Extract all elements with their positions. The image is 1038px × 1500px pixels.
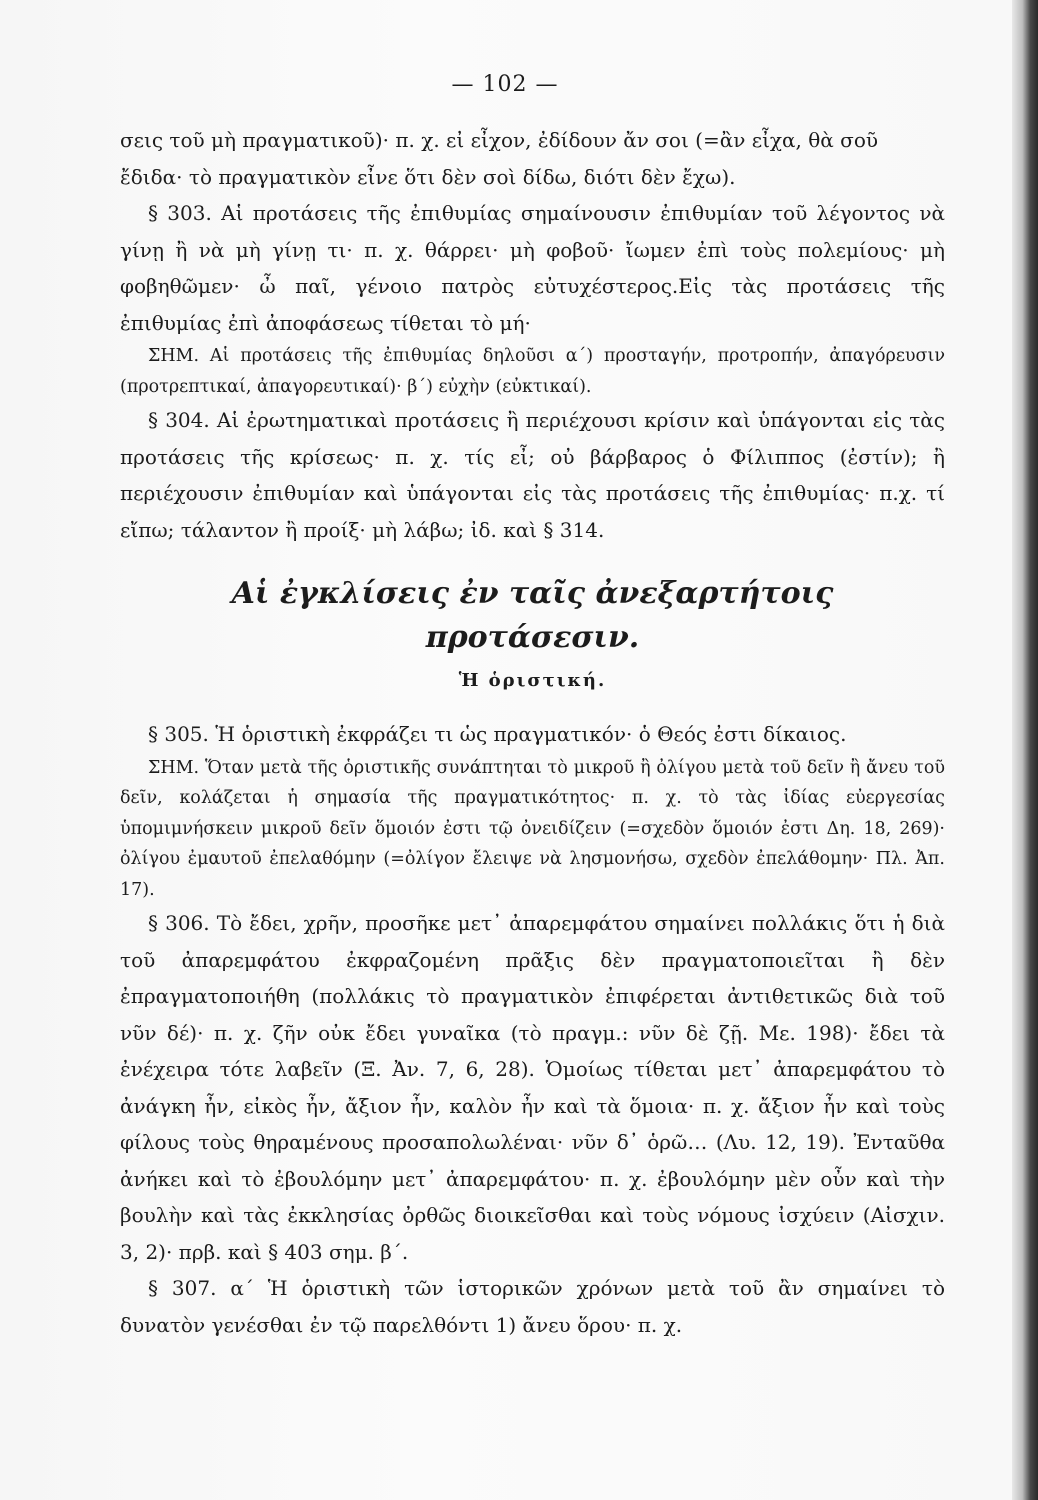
- paragraph-304: § 304. Αἱ ἐρωτηματικαὶ προτάσεις ἢ περιέχουσι κρίσιν καὶ ὑπάγονται εἰς τὰς προτάσεις τῆς κρίσεως· π. χ. τίς εἶ; οὐ βάρβαρος ὁ Φίλιππος (ἐστίν); ἢ περιέχουσιν ἐπιθυμίαν καὶ ὑπάγονται εἰς τὰς προτάσεις τῆς ἐπιθυμίας· π.χ. τί εἴπω; τάλαντον ἢ προίξ· μὴ λάβω; ἰδ. καὶ § 314.: [120, 408, 945, 542]
- section-heading: Αἱ ἐγκλίσεις ἐν ταῖς ἀνεξαρτήτοις προτάσεσιν.: [231, 576, 834, 655]
- note-303: ΣΗΜ. Αἱ προτάσεις τῆς ἐπιθυμίας δηλοῦσι α΄) προσταγήν, προτροπήν, ἀπαγόρευσιν (προτρεπτικαί, ἀπαγορευτικαί)· β΄) εὐχὴν (εὐκτικαί).: [120, 346, 945, 397]
- book-spine: [1012, 0, 1038, 1500]
- paragraph-305: § 305. Ἡ ὁριστικὴ ἐκφράζει τι ὡς πραγματικόν· ὁ Θεός ἐστι δίκαιος.: [148, 722, 847, 746]
- page-number: — 102 —: [451, 72, 559, 97]
- note-305: ΣΗΜ. Ὅταν μετὰ τῆς ὁριστικῆς συνάπτηται τὸ μικροῦ ἢ ὀλίγου μετὰ τοῦ δεῖν ἢ ἄνευ τοῦ δεῖν, κολάζεται ἡ σημασία τῆς πραγματικότητος· π. χ. τὸ τὰς ἰδίας εὐεργεσίας ὑπομιμνήσκειν μικροῦ δεῖν ὅμοιόν ἐστι τῷ ὀνειδίζειν (=σχεδὸν ὅμοιόν ἐστι Δη. 18, 269)· ὀλίγου ἐμαυτοῦ ἐπελαθόμην (=ὀλίγον ἔλειψε νὰ λησμονήσω, σχεδὸν ἐπελάθομην· Πλ. Ἀπ. 17).: [120, 757, 945, 900]
- paragraph-306: § 306. Τὸ ἔδει, χρῆν, προσῆκε μετ᾽ ἀπαρεμφάτου σημαίνει πολλάκις ὅτι ἡ διὰ τοῦ ἀπαρεμφάτου ἐκφραζομένη πρᾶξις δὲν πραγματοποιεῖται ἢ δὲν ἐπραγματοποιήθη (πολλάκις τὸ πραγματικὸν ἐπιφέρεται ἀντιθετικῶς διὰ τοῦ νῦν δέ)· π. χ. ζῆν οὐκ ἔδει γυναῖκα (τὸ πραγμ.: νῦν δὲ ζῇ. Με. 198)· ἔδει τὰ ἐνέχειρα τότε λαβεῖν (Ξ. Ἀν. 7, 6, 28). Ὁμοίως τίθεται μετ᾽ ἀπαρεμφάτου τὸ ἀνάγκη ἦν, εἰκὸς ἦν, ἄξιον ἦν, καλὸν ἦν καὶ τὰ ὅμοια· π. χ. ἄξιον ἦν καὶ τοὺς φίλους τοὺς θηραμένους προσαπολωλέναι· νῦν δ᾽ ὁρῶ… (Λυ. 12, 19). Ἐνταῦθα ἀνήκει καὶ τὸ ἐβουλόμην μετ᾽ ἀπαρεμφάτου· π. χ. ἐβουλόμην μὲν οὖν καὶ τὴν βουλὴν καὶ τὰς ἐκκλησίας ὀρθῶς διοικεῖσθαι καὶ τοὺς νόμους ἰσχύειν (Αἰσχιν. 3, 2)· πρβ. καὶ § 403 σημ. β΄.: [120, 911, 945, 1264]
- line-continuation-2: ἔδιδα· τὸ πραγματικὸν εἶνε ὅτι δὲν σοὶ δίδω, διότι δὲν ἔχω).: [120, 164, 736, 189]
- line-continuation-1: σεις τοῦ μὴ πραγματικοῦ)· π. χ. εἰ εἶχον, ἐδίδουν ἄν σοι (=ἂν εἶχα, θὰ σοῦ: [120, 128, 879, 152]
- page-body: [120, 122, 945, 1343]
- paragraph-303: § 303. Αἱ προτάσεις τῆς ἐπιθυμίας σημαίνουσιν ἐπιθυμίαν τοῦ λέγοντος νὰ γίνῃ ἢ νὰ μὴ γίνῃ τι· π. χ. θάρρει· μὴ φοβοῦ· ἴωμεν ἐπὶ τοὺς πολεμίους· μὴ φοβηθῶμεν· ὦ παῖ, γένοιο πατρὸς εὐτυχέστερος.Εἰς τὰς προτάσεις τῆς ἐπιθυμίας ἐπὶ ἀποφάσεως τίθεται τὸ μή·: [120, 201, 945, 335]
- section-subheading: Ἡ ὁριστική.: [458, 670, 607, 691]
- paragraph-307: § 307. α΄ Ἡ ὁριστικὴ τῶν ἱστορικῶν χρόνων μετὰ τοῦ ἂν σημαίνει τὸ δυνατὸν γενέσθαι ἐν τῷ παρελθόντι 1) ἄνευ ὅρου· π. χ.: [120, 1276, 945, 1337]
